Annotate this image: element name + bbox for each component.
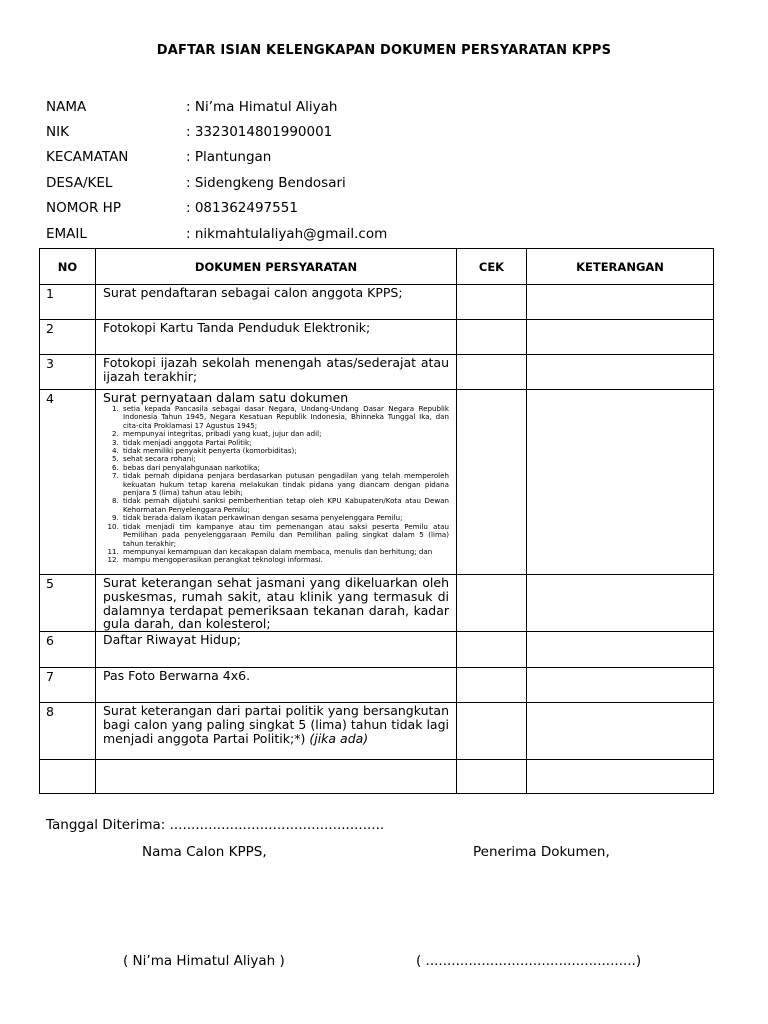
nama-calon-label: Nama Calon KPPS, xyxy=(142,844,267,860)
empty-cell[interactable] xyxy=(527,760,714,794)
info-value: : 081362497551 xyxy=(186,200,298,217)
cek-cell[interactable] xyxy=(457,575,527,632)
row-number: 4 xyxy=(40,390,96,575)
row-number: 1 xyxy=(40,285,96,320)
row-document: Fotokopi ijazah sekolah menengah atas/sederajat atau ijazah terakhir; xyxy=(96,355,457,390)
keterangan-cell[interactable] xyxy=(527,320,714,355)
header-ket: KETERANGAN xyxy=(527,249,714,285)
table-row xyxy=(40,285,714,320)
nama-calon-signature: ( Ni’ma Himatul Aliyah ) xyxy=(123,953,285,969)
statement-item: 2. mempunyai integritas, pribadi yang kuat, jujur dan adil; xyxy=(121,430,449,438)
info-label: NIK xyxy=(46,124,69,141)
row-document: Surat pendaftaran sebagai calon anggota KPPS; xyxy=(96,285,457,320)
cek-cell[interactable] xyxy=(457,703,527,760)
applicant-info xyxy=(46,94,387,246)
keterangan-cell[interactable] xyxy=(527,355,714,390)
statement-item: 7. tidak pernah dipidana penjara berdasarkan putusan pengadilan yang telah memperoleh kekuatan hukum tetap karena melakukan tindak pidana yang diancam dengan pidana penjara 5 (lima) tahun atau lebih; xyxy=(121,472,449,497)
header-doc: DOKUMEN PERSYARATAN xyxy=(96,249,457,285)
keterangan-cell[interactable] xyxy=(527,703,714,760)
cek-cell[interactable] xyxy=(457,632,527,668)
table-row xyxy=(40,632,714,668)
statement-item: 11. mempunyai kemampuan dan kecakapan dalam membaca, menulis dan berhitung; dan xyxy=(121,548,449,556)
row-number: 7 xyxy=(40,668,96,703)
row-document-text: Surat keterangan dari partai politik yang bersangkutan bagi calon yang paling singkat 5 (lima) tahun tidak lagi menjadi anggota Partai Politik;*) xyxy=(103,703,449,746)
cek-cell[interactable] xyxy=(457,285,527,320)
info-row-nama xyxy=(46,94,387,119)
info-label: NOMOR HP xyxy=(46,200,121,217)
row-document: Daftar Riwayat Hidup; xyxy=(96,632,457,668)
statement-item: 3. tidak menjadi anggota Partai Politik; xyxy=(121,439,449,447)
info-label: KECAMATAN xyxy=(46,149,129,166)
empty-cell[interactable] xyxy=(457,760,527,794)
keterangan-cell[interactable] xyxy=(527,632,714,668)
table-row xyxy=(40,668,714,703)
row-document: Surat keterangan sehat jasmani yang dikeluarkan oleh puskesmas, rumah sakit, atau klinik yang termasuk di dalamnya terdapat pemeriksaan tekanan darah, kadar gula darah, dan kolesterol; xyxy=(96,575,457,632)
info-row-email xyxy=(46,221,387,246)
info-row-kecamatan xyxy=(46,145,387,170)
empty-cell[interactable] xyxy=(96,760,457,794)
row-number: 2 xyxy=(40,320,96,355)
info-row-nik xyxy=(46,119,387,144)
statement-heading: Surat pernyataan dalam satu dokumen xyxy=(103,390,349,405)
keterangan-cell[interactable] xyxy=(527,575,714,632)
info-label: DESA/KEL xyxy=(46,174,113,191)
row-document-note: (jika ada) xyxy=(309,730,369,746)
info-value: : Ni’ma Himatul Aliyah xyxy=(186,98,338,115)
info-value: : 3323014801990001 xyxy=(186,124,333,141)
cek-cell[interactable] xyxy=(457,355,527,390)
document-title: DAFTAR ISIAN KELENGKAPAN DOKUMEN PERSYARATAN KPPS xyxy=(156,43,612,58)
row-document xyxy=(96,703,457,760)
keterangan-cell[interactable] xyxy=(527,285,714,320)
info-row-nomor-hp xyxy=(46,196,387,221)
cek-cell[interactable] xyxy=(457,390,527,575)
keterangan-cell[interactable] xyxy=(527,390,714,575)
row-document: Pas Foto Berwarna 4x6. xyxy=(96,668,457,703)
statement-item: 4. tidak memiliki penyakit penyerta (komorbiditas); xyxy=(121,447,449,455)
info-label: EMAIL xyxy=(46,225,87,242)
row-number: 5 xyxy=(40,575,96,632)
penerima-label: Penerima Dokumen, xyxy=(473,844,610,860)
header-no: NO xyxy=(40,249,96,285)
requirements-table xyxy=(39,248,714,794)
cek-cell[interactable] xyxy=(457,320,527,355)
table-row xyxy=(40,575,714,632)
statement-item: 5. sehat secara rohani; xyxy=(121,455,449,463)
row-document: Fotokopi Kartu Tanda Penduduk Elektronik; xyxy=(96,320,457,355)
statement-item: 9. tidak berada dalam ikatan perkawinan dengan sesama penyelenggara Pemilu; xyxy=(121,514,449,522)
info-value: : Sidengkeng Bendosari xyxy=(186,174,346,191)
statement-item: 6. bebas dari penyalahgunaan narkotika; xyxy=(121,464,449,472)
empty-cell[interactable] xyxy=(40,760,96,794)
table-row xyxy=(40,320,714,355)
statement-item: 10. tidak menjadi tim kampanye atau tim pemenangan atau saksi peserta Pemilu atau Pemilihan pada penyelenggaraan Pemilu dan Pemilihan paling singkat dalam 5 (lima) tahun terakhir; xyxy=(121,523,449,548)
info-row-desa xyxy=(46,170,387,195)
table-row xyxy=(40,390,714,575)
row-number: 3 xyxy=(40,355,96,390)
info-label: NAMA xyxy=(46,98,87,115)
penerima-signature: ( .................................................) xyxy=(416,953,642,969)
header-cek: CEK xyxy=(457,249,527,285)
row-document-statement xyxy=(96,390,457,575)
row-number: 8 xyxy=(40,703,96,760)
info-value: : nikmahtulaliyah@gmail.com xyxy=(186,225,388,242)
row-number: 6 xyxy=(40,632,96,668)
cek-cell[interactable] xyxy=(457,668,527,703)
statement-item: 12. mampu mengoperasikan perangkat teknologi informasi. xyxy=(121,556,449,564)
table-row xyxy=(40,703,714,760)
statement-item: 8. tidak pernah dijatuhi sanksi pemberhentian tetap oleh KPU Kabupaten/Kota atau Dewan Kehormatan Penyelenggara Pemilu; xyxy=(121,497,449,514)
info-value: : Plantungan xyxy=(186,149,272,166)
keterangan-cell[interactable] xyxy=(527,668,714,703)
table-row-empty xyxy=(40,760,714,794)
table-row xyxy=(40,355,714,390)
statement-item: 1. setia kepada Pancasila sebagai dasar Negara, Undang-Undang Dasar Negara Republik Indonesia Tahun 1945, Negara Kesatuan Republik Indonesia, Bhinneka Tunggal Ika, dan cita-cita Proklamasi 17 Agustus 1945; xyxy=(121,405,449,430)
statement-list xyxy=(103,405,449,565)
tanggal-diterima: Tanggal Diterima: .................................................. xyxy=(46,817,385,833)
table-header-row xyxy=(40,249,714,285)
